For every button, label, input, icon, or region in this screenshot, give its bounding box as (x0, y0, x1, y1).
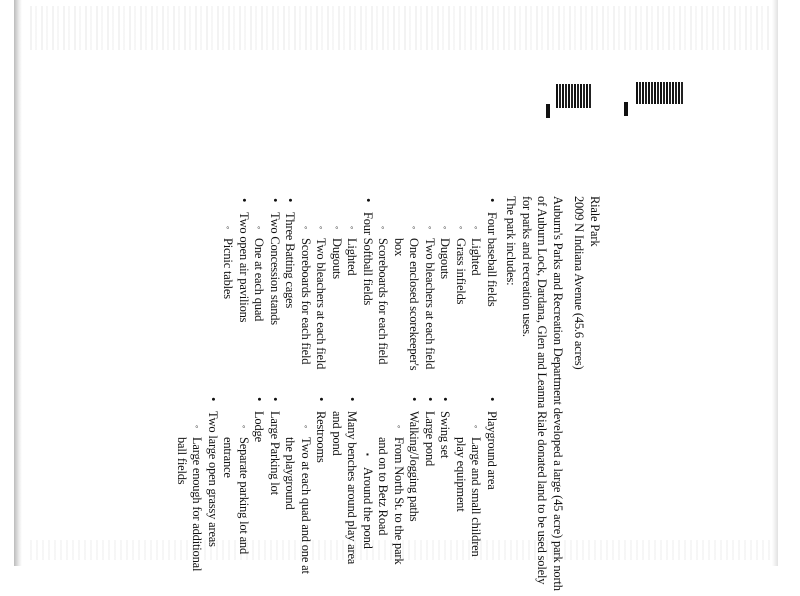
feature-label: Around the pond (361, 467, 375, 549)
feature-subitem (344, 228, 360, 377)
feature-item (220, 395, 267, 576)
feature-subitem (360, 427, 407, 576)
feature-sublist (360, 411, 407, 576)
feature-column-right (174, 395, 500, 576)
feature-label: Separate parking lot and entrance (221, 437, 251, 555)
feature-label: Two large open grassy areas (206, 411, 220, 547)
feature-subitem (298, 228, 314, 377)
feature-label: Large and small children play equipment (454, 437, 484, 557)
feature-label: Restrooms (314, 411, 329, 463)
feature-label: From North St. to the park and on to Betz Road (376, 437, 406, 565)
list-heading: The park includes: (504, 196, 519, 286)
feature-item (437, 395, 453, 576)
feature-sublist (453, 411, 484, 576)
feature-sublist (360, 437, 376, 576)
feature-label: Many benches around play area and pond (330, 411, 360, 565)
feature-label: Picnic tables (221, 238, 236, 299)
feature-label: Playground area (485, 411, 499, 490)
feature-subitem (313, 228, 329, 377)
feature-label: One at each quad (252, 238, 267, 322)
feature-columns (174, 196, 500, 576)
document-body (175, 196, 602, 591)
feature-sublist (220, 212, 236, 377)
feature-item (282, 395, 329, 576)
feature-subitem (437, 228, 453, 377)
feature-subitem (453, 228, 469, 377)
feature-label: Four baseball fields (485, 212, 499, 307)
scan-edge-left (14, 0, 22, 566)
feature-subsubitem (360, 457, 376, 576)
feature-label: Two at each quad and one at the playground (283, 437, 313, 574)
feature-sublist (251, 212, 267, 377)
feature-label: Three Batting cages (283, 212, 298, 309)
feature-item (220, 196, 251, 377)
feature-subitem (391, 228, 422, 377)
document-address: 2009 N Indiana Avenue (45.6 acres) (572, 196, 587, 370)
title-block (571, 196, 602, 576)
feature-subitem (422, 228, 438, 377)
feature-subitem (220, 427, 251, 576)
feature-item (174, 395, 221, 576)
feature-label: Two open air pavilions (237, 212, 251, 323)
feature-subitem (220, 228, 236, 377)
feature-label: Two bleachers at each field (423, 238, 437, 370)
feature-column-left (174, 196, 500, 377)
feature-subitem (329, 228, 345, 377)
feature-item (329, 395, 360, 576)
scan-edge-right (772, 0, 778, 566)
feature-label: Scoreboards for each field (299, 238, 313, 365)
feature-item (375, 196, 499, 377)
document-title: Riale Park (588, 196, 602, 247)
feature-label: Grass infields (454, 238, 468, 305)
feature-subitem (251, 228, 267, 377)
feature-sublist (174, 411, 205, 576)
feature-subitem (453, 427, 484, 576)
feature-item (422, 395, 438, 576)
feature-label: Four Softball fields (361, 212, 375, 306)
feature-label: Lodge (252, 411, 267, 442)
feature-label: Dugouts (330, 238, 344, 279)
feature-sublist (282, 411, 313, 576)
feature-sublist (298, 212, 360, 377)
feature-label: Swing set (438, 411, 453, 459)
feature-subitem (375, 228, 391, 377)
feature-label: One enclosed scorekeeper's box (392, 238, 422, 371)
feature-label: Large pond (423, 411, 437, 467)
feature-subitem (282, 427, 313, 576)
logo-mark-left (556, 84, 592, 108)
feature-item (267, 395, 283, 576)
feature-subitem (468, 228, 484, 377)
feature-label: Walking/Jogging paths (407, 411, 422, 522)
document-intro: Auburn's Parks and Recreation Department developed a large (45 acre) park north of Auburn Lock, Dardana, Glen and Leanna Riale donated land to be used solely for parks and recreation uses. (520, 196, 565, 591)
feature-sublist (220, 411, 251, 576)
logo-tick-left (546, 104, 550, 118)
feature-sublist (375, 212, 484, 377)
scan-noise-top (30, 6, 770, 50)
feature-label: Lighted (469, 238, 484, 276)
feature-label: Large enough for additional ball fields (175, 437, 205, 572)
feature-label: Scoreboards for each field (376, 238, 391, 365)
feature-subitem (174, 427, 205, 576)
feature-item (251, 196, 282, 377)
right-feature-list (174, 395, 500, 576)
feature-item (360, 395, 422, 576)
left-feature-list (220, 196, 499, 377)
feature-label: Large Parking lot (268, 411, 282, 495)
feature-label: Two bleachers at each field (314, 238, 329, 370)
logo-tick-right (624, 102, 628, 116)
feature-label: Dugouts (438, 238, 453, 279)
feature-item (298, 196, 376, 377)
feature-item (453, 395, 500, 576)
feature-label: Two Concession stands (268, 212, 282, 325)
logo-mark-right (636, 82, 684, 104)
feature-item (282, 196, 298, 377)
feature-label: Lighted (345, 238, 360, 276)
